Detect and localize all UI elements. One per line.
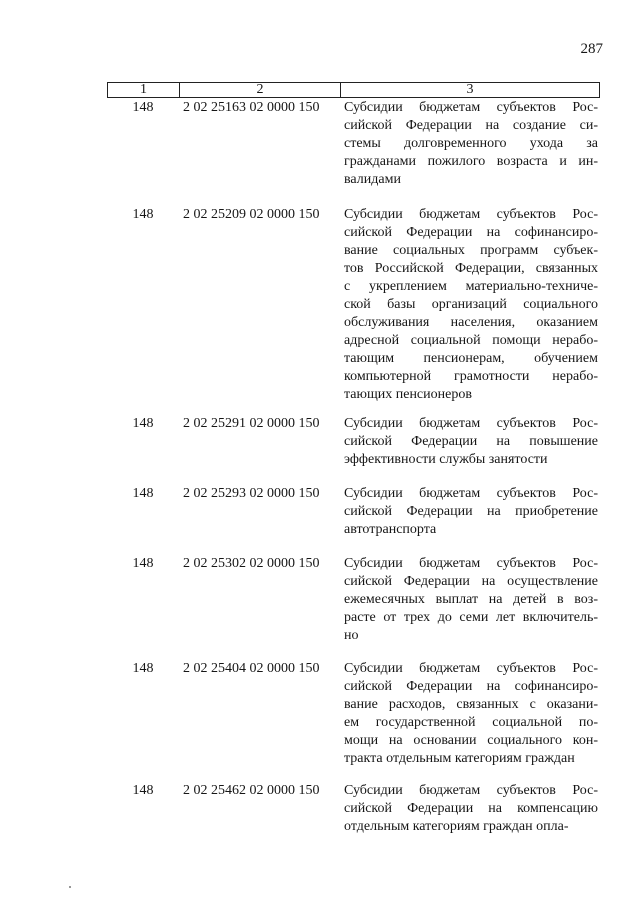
description-line: тающих пенсионеров [344, 387, 472, 402]
description-cell [344, 206, 598, 404]
admin-code-cell: 148 [132, 416, 154, 431]
description-line: Субсидии бюджетам субъектов Рос- [344, 100, 598, 115]
budget-code-cell: 2 02 25404 02 0000 150 [183, 661, 320, 676]
description-line: вание расходов, связанных с оказани- [344, 697, 598, 712]
description-line: Субсидии бюджетам субъектов Рос- [344, 556, 598, 571]
description-line: стемы долговременного ухода за [344, 136, 598, 151]
budget-code-cell: 2 02 25209 02 0000 150 [183, 207, 320, 222]
description-line: Субсидии бюджетам субъектов Рос- [344, 661, 598, 676]
description-line: ежемесячных выплат на детей в воз- [344, 592, 598, 607]
budget-code-cell: 2 02 25291 02 0000 150 [183, 416, 320, 431]
description-line: тракта отдельным категориям граждан [344, 751, 575, 766]
budget-code-cell: 2 02 25302 02 0000 150 [183, 556, 320, 571]
description-cell [344, 660, 598, 768]
admin-code-cell: 148 [132, 486, 154, 501]
description-line: сийской Федерации на компенсацию [344, 801, 598, 816]
description-line: сийской Федерации на приобретение [344, 504, 598, 519]
description-line: адресной социальной помощи нерабо- [344, 333, 598, 348]
description-cell [344, 99, 598, 189]
description-line: мощи на основании социального кон- [344, 733, 598, 748]
description-line: вание социальных программ субъек- [344, 243, 598, 258]
budget-code-cell: 2 02 25293 02 0000 150 [183, 486, 320, 501]
description-line: но [344, 628, 359, 643]
description-line: сийской Федерации на создание си- [344, 118, 598, 133]
budget-code-cell: 2 02 25462 02 0000 150 [183, 783, 320, 798]
header-col-2: 2 [180, 83, 341, 97]
description-line: отдельным категориям граждан опла- [344, 819, 569, 834]
description-line: автотранспорта [344, 522, 437, 537]
admin-code-cell: 148 [132, 661, 154, 676]
description-line: Субсидии бюджетам субъектов Рос- [344, 416, 598, 431]
description-line: сийской Федерации на софинансиро- [344, 679, 598, 694]
description-line: ской базы организаций социального [344, 297, 598, 312]
admin-code-cell: 148 [132, 783, 154, 798]
description-line: сийской Федерации на повышение [344, 434, 598, 449]
description-line: Субсидии бюджетам субъектов Рос- [344, 207, 598, 222]
budget-code-cell: 2 02 25163 02 0000 150 [183, 100, 320, 115]
admin-code-cell: 148 [132, 207, 154, 222]
page-number: 287 [580, 41, 603, 57]
description-cell [344, 415, 598, 469]
table-header-row [107, 82, 600, 98]
header-col-1: 1 [108, 83, 180, 97]
description-line: ем государственной социальной по- [344, 715, 598, 730]
description-line: компьютерной грамотности нерабо- [344, 369, 598, 384]
admin-code-cell: 148 [132, 556, 154, 571]
description-cell [344, 782, 598, 836]
description-cell [344, 485, 598, 539]
description-line: Субсидии бюджетам субъектов Рос- [344, 486, 598, 501]
description-line: тов Российской Федерации, связанных [344, 261, 598, 276]
description-line: с укреплением материально-техниче- [344, 279, 598, 294]
description-line: обслуживания населения, оказанием [344, 315, 598, 330]
description-line: гражданами пожилого возраста и ин- [344, 154, 598, 169]
admin-code-cell: 148 [132, 100, 154, 115]
description-line: сийской Федерации на софинансиро- [344, 225, 598, 240]
header-col-3: 3 [466, 82, 474, 97]
description-line: тающим пенсионерам, обучением [344, 351, 598, 366]
description-line: валидами [344, 172, 401, 187]
description-line: Субсидии бюджетам субъектов Рос- [344, 783, 598, 798]
scan-speck [69, 886, 71, 888]
description-line: эффективности службы занятости [344, 452, 548, 467]
description-line: сийской Федерации на осуществление [344, 574, 598, 589]
description-line: расте от трех до семи лет включитель- [344, 610, 598, 625]
description-cell [344, 555, 598, 645]
